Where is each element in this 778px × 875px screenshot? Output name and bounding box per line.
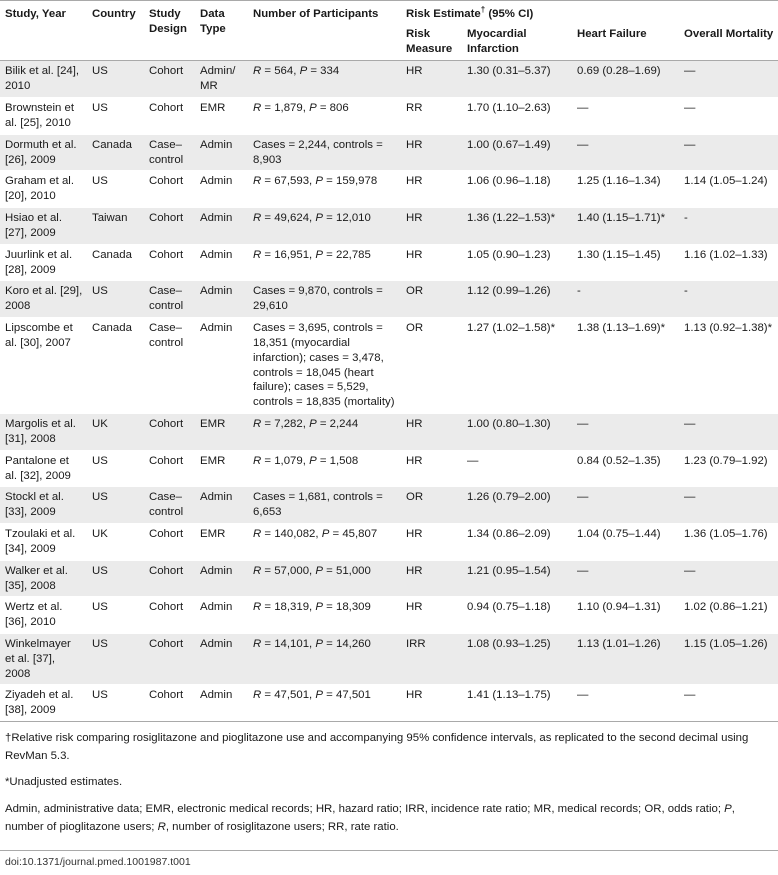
- cell-participants: R = 57,000, P = 51,000: [248, 560, 401, 597]
- cell-participants: R = 14,101, P = 14,260: [248, 633, 401, 684]
- cell-mi: 1.21 (0.95–1.54): [462, 560, 572, 597]
- cell-datatype: EMR: [195, 98, 248, 135]
- cell-datatype: EMR: [195, 450, 248, 487]
- table-row: [0, 208, 778, 245]
- cell-mi: 1.05 (0.90–1.23): [462, 244, 572, 281]
- cell-hf: 1.40 (1.15–1.71)*: [572, 208, 679, 245]
- cell-measure: HR: [401, 560, 462, 597]
- cell-design: Cohort: [144, 597, 195, 634]
- cell-mi: 1.00 (0.80–1.30): [462, 414, 572, 451]
- cell-mortality: 1.15 (1.05–1.26): [679, 633, 778, 684]
- footnote-dagger: †Relative risk comparing rosiglitazone and pioglitazone use and accompanying 95% confidence intervals, as replicated to the second decimal using RevMan 5.3.: [5, 732, 749, 762]
- cell-study: Tzoulaki et al. [34], 2009: [0, 524, 87, 561]
- cell-mi: 1.06 (0.96–1.18): [462, 171, 572, 208]
- cell-design: Case–control: [144, 318, 195, 414]
- cell-participants: R = 1,079, P = 1,508: [248, 450, 401, 487]
- table-row: [0, 560, 778, 597]
- cell-mortality: —: [679, 487, 778, 524]
- cell-mi: 1.12 (0.99–1.26): [462, 281, 572, 318]
- cell-mi: 1.30 (0.31–5.37): [462, 61, 572, 98]
- header-risk-estimate: [401, 1, 778, 24]
- cell-design: Cohort: [144, 98, 195, 135]
- cell-participants: Cases = 3,695, controls = 18,351 (myocardial infarction); cases = 3,478, controls = 18,045 (heart failure); cases = 5,529, controls = 18,835 (mortality): [248, 318, 401, 414]
- cell-study: Graham et al. [20], 2010: [0, 171, 87, 208]
- cell-participants: R = 1,879, P = 806: [248, 98, 401, 135]
- cell-mi: 0.94 (0.75–1.18): [462, 597, 572, 634]
- cell-measure: HR: [401, 524, 462, 561]
- cell-study: Ziyadeh et al. [38], 2009: [0, 685, 87, 722]
- cell-hf: —: [572, 560, 679, 597]
- cell-participants: R = 564, P = 334: [248, 61, 401, 98]
- cell-study: Lipscombe et al. [30], 2007: [0, 318, 87, 414]
- cell-mortality: 1.16 (1.02–1.33): [679, 244, 778, 281]
- cell-measure: RR: [401, 98, 462, 135]
- cell-design: Cohort: [144, 208, 195, 245]
- cell-design: Cohort: [144, 244, 195, 281]
- doi-link[interactable]: doi:10.1371/journal.pmed.1001987.t001: [5, 856, 191, 869]
- cell-country: UK: [87, 414, 144, 451]
- risk-estimate-label: Risk Estimate: [406, 8, 481, 20]
- cell-datatype: Admin: [195, 560, 248, 597]
- cell-hf: —: [572, 414, 679, 451]
- cell-study: Margolis et al. [31], 2008: [0, 414, 87, 451]
- cell-mi: 1.08 (0.93–1.25): [462, 633, 572, 684]
- cell-measure: HR: [401, 208, 462, 245]
- cell-measure: HR: [401, 244, 462, 281]
- cell-study: Stockl et al. [33], 2009: [0, 487, 87, 524]
- cell-country: US: [87, 560, 144, 597]
- cell-measure: OR: [401, 318, 462, 414]
- cell-participants: Cases = 1,681, controls = 6,653: [248, 487, 401, 524]
- cell-mi: 1.36 (1.22–1.53)*: [462, 208, 572, 245]
- cell-country: Canada: [87, 134, 144, 171]
- cell-design: Cohort: [144, 171, 195, 208]
- cell-mortality: —: [679, 61, 778, 98]
- cell-measure: HR: [401, 171, 462, 208]
- cell-mortality: 1.23 (0.79–1.92): [679, 450, 778, 487]
- cell-study: Hsiao et al. [27], 2009: [0, 208, 87, 245]
- footnote-abbreviations: Admin, administrative data; EMR, electronic medical records; HR, hazard ratio; IRR, incidence rate ratio; MR, medical records; OR, odds ratio; P, number of pioglitazone users; R, number of rosiglitazone users; RR, rate ratio.: [5, 803, 735, 833]
- cell-datatype: EMR: [195, 524, 248, 561]
- cell-participants: Cases = 9,870, controls = 29,610: [248, 281, 401, 318]
- cell-mortality: 1.02 (0.86–1.21): [679, 597, 778, 634]
- cell-participants: R = 16,951, P = 22,785: [248, 244, 401, 281]
- cell-measure: HR: [401, 597, 462, 634]
- cell-mortality: —: [679, 560, 778, 597]
- cell-participants: R = 67,593, P = 159,978: [248, 171, 401, 208]
- cell-country: US: [87, 450, 144, 487]
- header-risk-measure: Risk Measure: [401, 24, 462, 61]
- cell-hf: 1.38 (1.13–1.69)*: [572, 318, 679, 414]
- table-body: [0, 61, 778, 722]
- cell-measure: OR: [401, 487, 462, 524]
- cell-country: US: [87, 633, 144, 684]
- table-row: [0, 318, 778, 414]
- cell-datatype: Admin: [195, 318, 248, 414]
- cell-mi: 1.26 (0.79–2.00): [462, 487, 572, 524]
- cell-mortality: —: [679, 414, 778, 451]
- table-row: [0, 633, 778, 684]
- table-row: [0, 450, 778, 487]
- cell-country: US: [87, 597, 144, 634]
- cell-measure: HR: [401, 450, 462, 487]
- cell-mortality: 1.14 (1.05–1.24): [679, 171, 778, 208]
- cell-mi: —: [462, 450, 572, 487]
- cell-hf: -: [572, 281, 679, 318]
- cell-mi: 1.34 (0.86–2.09): [462, 524, 572, 561]
- cell-measure: IRR: [401, 633, 462, 684]
- cell-study: Bilik et al. [24], 2010: [0, 61, 87, 98]
- table-row: [0, 61, 778, 98]
- cell-datatype: Admin: [195, 487, 248, 524]
- cell-design: Cohort: [144, 560, 195, 597]
- header-country: Country: [87, 1, 144, 61]
- cell-hf: —: [572, 685, 679, 722]
- cell-hf: 1.25 (1.16–1.34): [572, 171, 679, 208]
- cell-datatype: Admin: [195, 171, 248, 208]
- cell-mortality: -: [679, 208, 778, 245]
- table-row: [0, 685, 778, 722]
- table-row: [0, 487, 778, 524]
- cell-measure: OR: [401, 281, 462, 318]
- cell-hf: 1.13 (1.01–1.26): [572, 633, 679, 684]
- header-study: Study, Year: [0, 1, 87, 61]
- cell-country: US: [87, 61, 144, 98]
- cell-participants: Cases = 2,244, controls = 8,903: [248, 134, 401, 171]
- cell-country: Taiwan: [87, 208, 144, 245]
- cell-design: Case–control: [144, 487, 195, 524]
- table-row: [0, 414, 778, 451]
- cell-hf: 1.04 (0.75–1.44): [572, 524, 679, 561]
- cell-mi: 1.27 (1.02–1.58)*: [462, 318, 572, 414]
- cell-participants: R = 18,319, P = 18,309: [248, 597, 401, 634]
- cell-datatype: Admin: [195, 685, 248, 722]
- cell-country: US: [87, 487, 144, 524]
- cell-country: UK: [87, 524, 144, 561]
- cell-country: Canada: [87, 318, 144, 414]
- cell-design: Case–control: [144, 134, 195, 171]
- cell-mi: 1.41 (1.13–1.75): [462, 685, 572, 722]
- cell-mortality: 1.13 (0.92–1.38)*: [679, 318, 778, 414]
- cell-participants: R = 140,082, P = 45,807: [248, 524, 401, 561]
- cell-measure: HR: [401, 61, 462, 98]
- table-header: [0, 1, 778, 61]
- header-hf: Heart Failure: [572, 24, 679, 61]
- cell-study: Juurlink et al. [28], 2009: [0, 244, 87, 281]
- cell-study: Pantalone et al. [32], 2009: [0, 450, 87, 487]
- cell-hf: 1.10 (0.94–1.31): [572, 597, 679, 634]
- header-design: Study Design: [144, 1, 195, 61]
- cell-mi: 1.00 (0.67–1.49): [462, 134, 572, 171]
- cell-participants: R = 7,282, P = 2,244: [248, 414, 401, 451]
- cell-measure: HR: [401, 414, 462, 451]
- cell-country: US: [87, 685, 144, 722]
- cell-design: Cohort: [144, 524, 195, 561]
- cell-study: Brownstein et al. [25], 2010: [0, 98, 87, 135]
- header-mortality: Overall Mortality: [679, 24, 778, 61]
- cell-datatype: Admin: [195, 633, 248, 684]
- cell-study: Dormuth et al. [26], 2009: [0, 134, 87, 171]
- cell-study: Winkelmayer et al. [37], 2008: [0, 633, 87, 684]
- cell-study: Koro et al. [29], 2008: [0, 281, 87, 318]
- table-row: [0, 597, 778, 634]
- header-datatype: Data Type: [195, 1, 248, 61]
- header-mi: Myocardial Infarction: [462, 24, 572, 61]
- cell-mi: 1.70 (1.10–2.63): [462, 98, 572, 135]
- cell-measure: HR: [401, 134, 462, 171]
- cell-mortality: —: [679, 685, 778, 722]
- cell-mortality: -: [679, 281, 778, 318]
- cell-datatype: Admin: [195, 208, 248, 245]
- cell-design: Cohort: [144, 450, 195, 487]
- cell-datatype: Admin: [195, 134, 248, 171]
- cell-hf: 0.69 (0.28–1.69): [572, 61, 679, 98]
- cell-datatype: EMR: [195, 414, 248, 451]
- cell-study: Walker et al. [35], 2008: [0, 560, 87, 597]
- table-row: [0, 171, 778, 208]
- cell-mortality: 1.36 (1.05–1.76): [679, 524, 778, 561]
- cell-hf: 1.30 (1.15–1.45): [572, 244, 679, 281]
- table-row: [0, 244, 778, 281]
- cell-design: Cohort: [144, 685, 195, 722]
- table-footnotes: [0, 722, 778, 836]
- cell-datatype: Admin/ MR: [195, 61, 248, 98]
- cell-mortality: —: [679, 98, 778, 135]
- cell-participants: R = 47,501, P = 47,501: [248, 685, 401, 722]
- cell-measure: HR: [401, 685, 462, 722]
- cell-hf: —: [572, 134, 679, 171]
- cell-study: Wertz et al. [36], 2010: [0, 597, 87, 634]
- dagger-mark: †: [480, 5, 486, 15]
- cell-country: US: [87, 281, 144, 318]
- cell-country: US: [87, 171, 144, 208]
- cell-hf: 0.84 (0.52–1.35): [572, 450, 679, 487]
- footnote-asterisk: *Unadjusted estimates.: [5, 776, 123, 789]
- cell-datatype: Admin: [195, 281, 248, 318]
- table-row: [0, 524, 778, 561]
- risk-estimate-ci: (95% CI): [485, 8, 534, 20]
- table-row: [0, 98, 778, 135]
- cell-design: Cohort: [144, 61, 195, 98]
- cell-datatype: Admin: [195, 597, 248, 634]
- cell-datatype: Admin: [195, 244, 248, 281]
- table-row: [0, 134, 778, 171]
- cell-mortality: —: [679, 134, 778, 171]
- cell-participants: R = 49,624, P = 12,010: [248, 208, 401, 245]
- cell-country: Canada: [87, 244, 144, 281]
- table-row: [0, 281, 778, 318]
- cell-country: US: [87, 98, 144, 135]
- cell-design: Cohort: [144, 414, 195, 451]
- cell-design: Cohort: [144, 633, 195, 684]
- cell-hf: —: [572, 98, 679, 135]
- cell-design: Case–control: [144, 281, 195, 318]
- cell-hf: —: [572, 487, 679, 524]
- header-participants: Number of Participants: [248, 1, 401, 61]
